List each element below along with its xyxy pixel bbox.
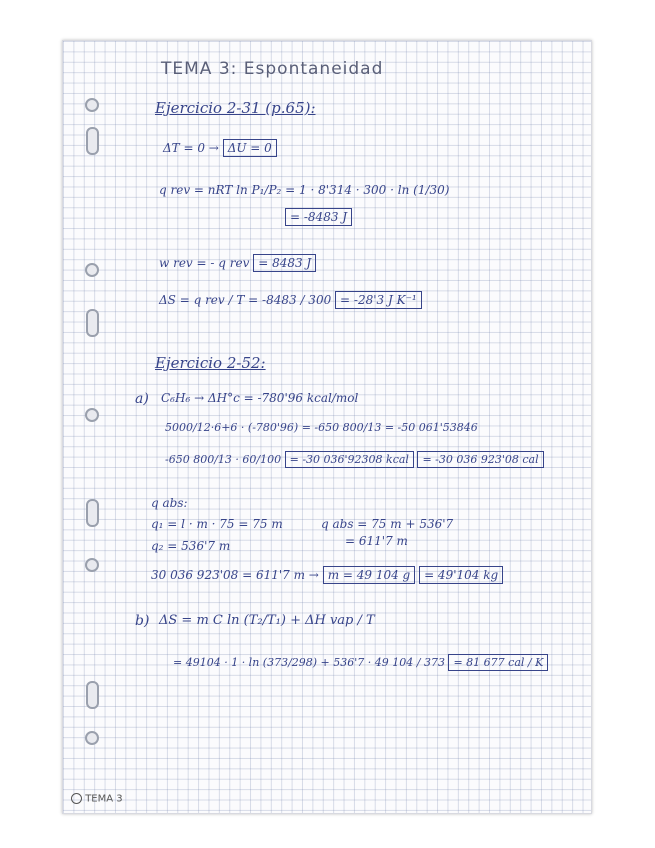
part-a-label: a): [135, 391, 149, 407]
ej2-b-line-2: [173, 656, 548, 669]
ej1-line-4: [159, 293, 422, 307]
ej1-line-4-result: = -28'3 J K⁻¹: [335, 291, 422, 309]
ej2-a-line-4: q abs:: [151, 496, 188, 510]
footer-circle-icon: [71, 793, 82, 804]
ej1-line-1-result: ΔU = 0: [223, 139, 277, 157]
ej1-line-3-text: w rev = - q rev: [159, 256, 250, 270]
ej2-b-line-1: ΔS = m C ln (T₂/T₁) + ΔH vap / T: [159, 613, 375, 628]
ej2-b-line-2-result: = 81 677 cal / K: [448, 654, 548, 671]
binder-hole: [85, 408, 99, 422]
exercise-1-heading: Ejercicio 2-31 (p.65):: [155, 99, 316, 117]
page-title: TEMA 3: Espontaneidad: [161, 59, 384, 79]
ej2-a-line-7: [151, 568, 503, 582]
ej2-a-line-3: [165, 453, 544, 466]
ej2-a-line-1: C₆H₆ → ΔH°c = -780'96 kcal/mol: [161, 391, 359, 405]
ej2-a-line-7-result-2: = 49'104 kg: [419, 566, 503, 584]
part-b-label: b): [135, 613, 150, 629]
ej2-a-line-6b: = 611'7 m: [345, 534, 408, 548]
footer-label: [71, 793, 123, 805]
ej2-a-line-2: 5000/12·6+6 · (-780'96) = -650 800/13 = -50 061'53846: [165, 421, 478, 434]
ej2-a-line-7-result-1: m = 49 104 g: [323, 566, 416, 584]
ej2-a-line-3-result-1: = -30 036'92308 kcal: [285, 451, 414, 468]
binder-hole: [85, 558, 99, 572]
ej2-b-line-2-text: = 49104 · 1 · ln (373/298) + 536'7 · 49 104 / 373: [173, 656, 445, 669]
ej1-line-1-text: ΔT = 0 →: [163, 141, 219, 155]
ej2-a-line-5b: q abs = 75 m + 536'7: [321, 517, 454, 531]
binder-hole: [86, 309, 99, 337]
binder-hole: [86, 499, 99, 527]
footer-text: TEMA 3: [85, 793, 123, 805]
ej1-line-3-result: = 8483 J: [253, 254, 316, 272]
binder-hole: [86, 681, 99, 709]
ej1-line-3: [159, 256, 316, 270]
ej2-a-line-3-text: -650 800/13 · 60/100: [165, 453, 282, 466]
ej1-line-4-text: ΔS = q rev / T = -8483 / 300: [159, 293, 332, 307]
ej1-line-1: [163, 141, 277, 155]
binder-hole: [86, 127, 99, 155]
ej1-line-2-result: = -8483 J: [285, 208, 352, 226]
ej2-a-line-7-text: 30 036 923'08 = 611'7 m →: [151, 568, 319, 582]
ej2-a-line-3-result-2: = -30 036 923'08 cal: [417, 451, 543, 468]
binder-hole: [85, 98, 99, 112]
ej1-line-2: q rev = nRT ln P₁/P₂ = 1 · 8'314 · 300 · ln (1/30): [159, 183, 450, 197]
ej2-a-line-5: q₁ = l · m · 75 = 75 m: [151, 517, 283, 531]
notebook-sheet: [62, 40, 592, 814]
exercise-2-heading: Ejercicio 2-52:: [155, 354, 266, 372]
binder-hole: [85, 731, 99, 745]
binder-hole: [85, 263, 99, 277]
ej2-a-line-6: q₂ = 536'7 m: [151, 539, 231, 553]
